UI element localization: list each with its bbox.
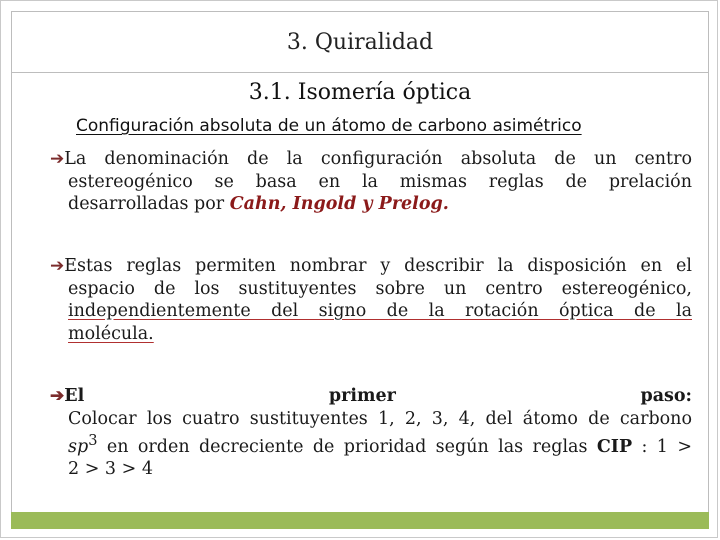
- arrow-right-icon: ➔: [50, 386, 65, 406]
- title-box: [11, 11, 709, 73]
- arrow-right-icon: ➔: [50, 149, 65, 169]
- bottom-accent-bar: [11, 512, 709, 529]
- slide-title: 3. Quiralidad: [286, 29, 434, 55]
- section-subtitle: 3.1. Isomería óptica: [248, 80, 472, 105]
- paragraph-3-line-1: ➔El primer paso:: [50, 386, 693, 406]
- paragraph-2-line-4: molécula.: [68, 323, 154, 344]
- paragraph-1-line-2: estereogénico se basa en la mismas reglas de prelación: [68, 171, 692, 192]
- paragraph-3-line-3: $sp^3$ en orden decreciente de prioridad según las reglas CIP : 1 >: [68, 432, 692, 457]
- paragraph-2-line-3: independientemente del signo de la rotación óptica de la: [68, 301, 692, 321]
- authors-emphasis: Cahn, Ingold y Prelog.: [229, 194, 449, 214]
- paragraph-2: [50, 255, 692, 345]
- section-subheading: Configuración absoluta de un átomo de carbono asimétrico: [76, 116, 582, 136]
- paragraph-2-line-2: espacio de los sustituyentes sobre un centro estereogénico,: [68, 278, 692, 299]
- paragraph-2-line-1: ➔Estas reglas permiten nombrar y describir la disposición en el: [50, 256, 692, 276]
- paragraph-1-line-3: desarrolladas por Cahn, Ingold y Prelog.: [68, 194, 449, 214]
- paragraph-3-line-4: 2 > 3 > 4: [68, 459, 153, 480]
- paragraph-3-line-2: Colocar los cuatro sustituyentes 1, 2, 3, 4, del átomo de carbono: [68, 408, 692, 429]
- paragraph-3: [50, 385, 692, 481]
- paragraph-1-line-1: ➔La denominación de la configuración absoluta de un centro: [50, 149, 692, 169]
- arrow-right-icon: ➔: [50, 256, 65, 276]
- paragraph-1: [50, 148, 692, 216]
